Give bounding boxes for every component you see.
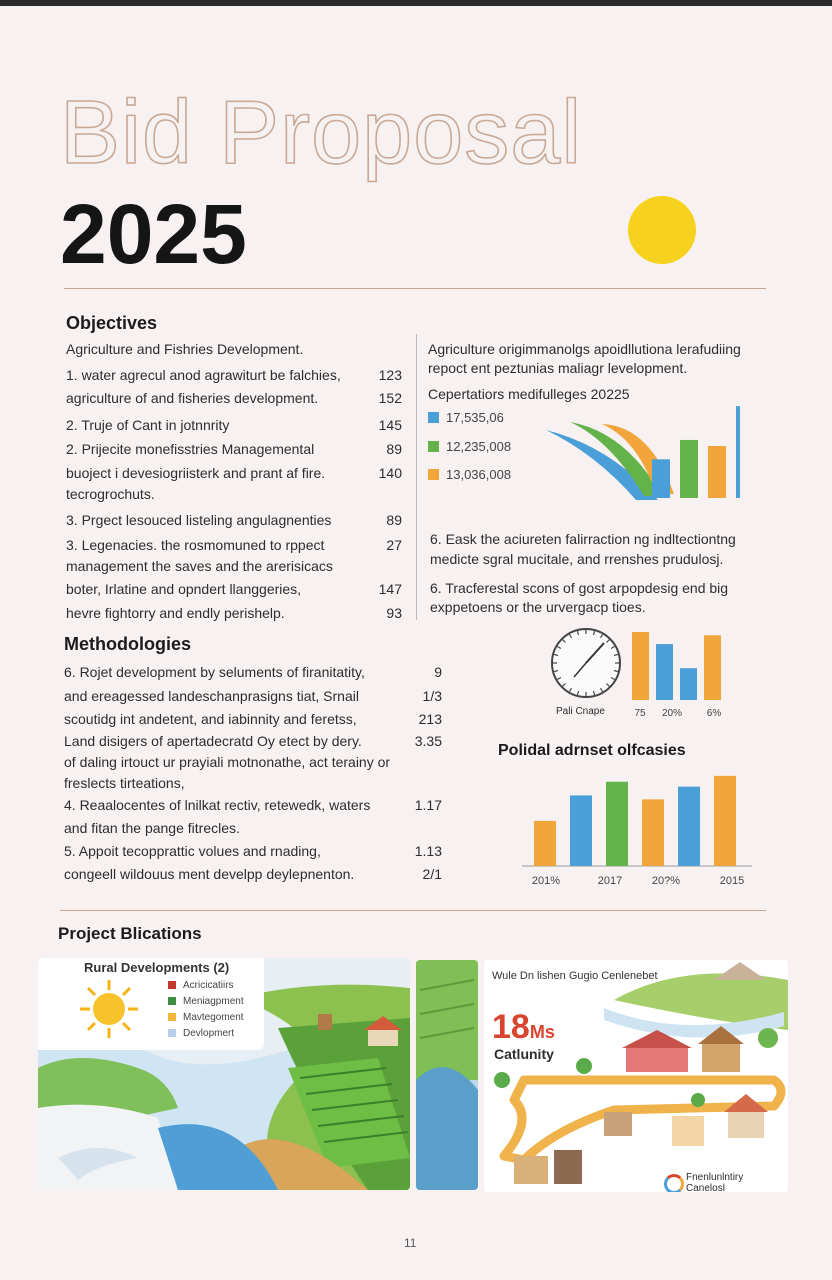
gauge-clock-icon [548,625,628,705]
header-divider [64,288,766,289]
badge-line2: Canelosl [686,1183,725,1192]
chart-bar [570,795,592,866]
methodology-line: freslects tirteations, [64,775,185,791]
methodology-line: congeell wildouus ment develpp deylepnenton. [64,866,355,882]
methodology-value: 213 [418,711,442,727]
legend-swatch [168,997,176,1005]
rural-legend-1: Acricicatiirs [168,980,234,991]
project-heading: Project Blications [58,924,202,943]
column-divider [416,334,417,620]
methodology-line: 4. Reaalocentes of lnilkat rectiv, retewedk, waters [64,797,371,813]
legend-item-3: 13,036,008 [428,467,511,482]
objective-line: management the saves and the arerisicacs [66,558,333,574]
objective-value: 89 [386,441,402,457]
objective-line: 3. Prgect lesouced listeling angulagnenties [66,512,332,528]
methodology-line: of daling irtouct ur prayiali motnonathe, act terainy or [64,754,391,770]
chart-bar [736,406,740,498]
methodology-line: scoutidg int andetent, and iabinnity and feretss, [64,711,357,727]
right-intro-line2: repoct ent peztunias maliagr levelopment. [428,360,688,376]
methodology-line: Land disigers of apertadecratd Oy etect by dery. [64,733,362,749]
legend-swatch [428,469,439,480]
objective-value: 140 [378,465,402,481]
right-chart-title: Cepertatiors medifulleges 20225 [428,386,630,402]
right-item-1-line2: medicte sgral mucitale, and rrenshes prudulosj. [430,551,724,567]
main-bar-chart [520,760,760,890]
methodology-value: 3.35 [414,733,442,749]
chart-bar [632,632,649,700]
mini-tick-label: 75 [634,708,646,719]
objective-line: agriculture of and fisheries development. [66,390,319,406]
main-tick-label: 201% [531,875,561,887]
rural-panel [38,958,410,1190]
chart-bar [714,776,736,866]
objective-line: buoject i devesiogriisterk and prant af fire. [66,465,326,481]
rural-legend-3: Mavtegoment [168,1012,244,1023]
right-item-2-line1: 6. Tracferestal scons of gost arpopdesig end big [430,580,729,596]
methodology-value: 9 [434,664,442,680]
objective-value: 152 [378,390,402,406]
chart-bar [680,668,697,700]
section-divider [60,910,766,911]
badge-line1: Fnenlunlntiry [686,1172,744,1183]
page-number: 11 [404,1236,417,1250]
objectives-heading: Objectives [66,313,158,333]
legend-item-2: 12,235,008 [428,439,511,454]
legend-swatch [168,1029,176,1037]
legend-item-1: 17,535,06 [428,410,504,425]
chart-bar [656,644,673,700]
objective-value: 93 [386,605,402,621]
right-item-1-line1: 6. Eask the aciureten falirraction ng indltectiontng [430,531,736,547]
community-panel [484,960,788,1192]
objective-value: 27 [386,537,402,553]
objective-line: boter, Irlatine and opndert llanggeries, [66,581,302,597]
objective-line: tecrogrochuts. [66,486,155,502]
methodology-value: 2/1 [422,866,442,882]
objective-value: 123 [378,367,402,383]
mini-tick-label: 20% [661,708,683,719]
main-tick-label: 2017 [597,875,623,887]
rural-title: Rural Developments (2) [84,960,230,975]
methodologies-heading: Methodologies [64,634,191,654]
objective-line: 3. Legenacies. the rosmomuned to rppect [66,537,325,553]
sun-icon [78,978,140,1040]
chart-bar [652,459,670,498]
objective-line: 1. water agrecul anod agrawiturt be falchies, [66,367,341,383]
main-tick-label: 20?% [651,875,681,887]
chart-bar [534,821,556,866]
river-strip-art [416,960,478,1190]
sun-circle-icon [628,196,696,264]
right-intro-line1: Agriculture origimmanolgs apoidllutiona lerafudiing [428,341,741,357]
right-item-2-line2: exppetoens or the urvergacp tioes. [430,599,646,615]
river-strip-illustration [416,960,478,1190]
top-bar [0,0,832,6]
methodology-line: 5. Appoit tecopprattic volues and rnading, [64,843,321,859]
gauge-label: Pali Cnape [556,706,605,717]
legend-swatch [428,441,439,452]
legend-swatch [168,1013,176,1021]
page-year: 2025 [60,187,247,281]
chart-bar [680,440,698,498]
community-logo-icon [664,1174,684,1192]
objective-value: 145 [378,417,402,433]
community-stat [492,1008,555,1047]
chart-bar [708,446,726,498]
objective-value: 147 [378,581,402,597]
chart-bar [606,782,628,866]
objective-value: 89 [386,512,402,528]
main-tick-label: 2015 [719,875,745,887]
stat-value: 18 [492,1008,530,1046]
methodology-line: and ereagessed landeschanprasigns tiat, Srnail [64,688,359,704]
objective-line: 2. Truje of Cant in jotnnrity [66,417,230,433]
community-title: Wule Dn lishen Gugio Cenlenebet [492,970,658,982]
methodology-value: 1.13 [414,843,442,859]
methodology-value: 1.17 [414,797,442,813]
mini-bar-chart [626,624,754,730]
legend-swatch [428,412,439,423]
methodology-line: 6. Rojet development by seluments of firanitatity, [64,664,365,680]
chart-bar [678,787,700,866]
rural-legend-2: Meniagpment [168,996,244,1007]
chart-bar [704,635,721,700]
mini-tick-label: 6% [706,708,722,719]
chart-bar [642,799,664,866]
stat-label: Catlunity [494,1046,554,1062]
swoosh-bar-chart [540,388,740,502]
page-title: Bid Proposal [60,83,583,183]
objective-line: 2. Prijecite monefisstries Managemental [66,441,315,457]
methodology-value: 1/3 [422,688,442,704]
community-illustration [484,960,788,1192]
objectives-intro: Agriculture and Fishries Development. [66,341,304,357]
methodology-line: and fitan the pange fitrecles. [64,820,240,836]
rural-legend-4: Devlopmert [168,1028,234,1039]
legend-swatch [168,981,176,989]
stat-unit: Ms [529,1022,555,1042]
bar-chart-title: Polidal adrnset olfcasies [498,742,686,759]
objective-line: hevre fightorry and endly perishelp. [66,605,285,621]
